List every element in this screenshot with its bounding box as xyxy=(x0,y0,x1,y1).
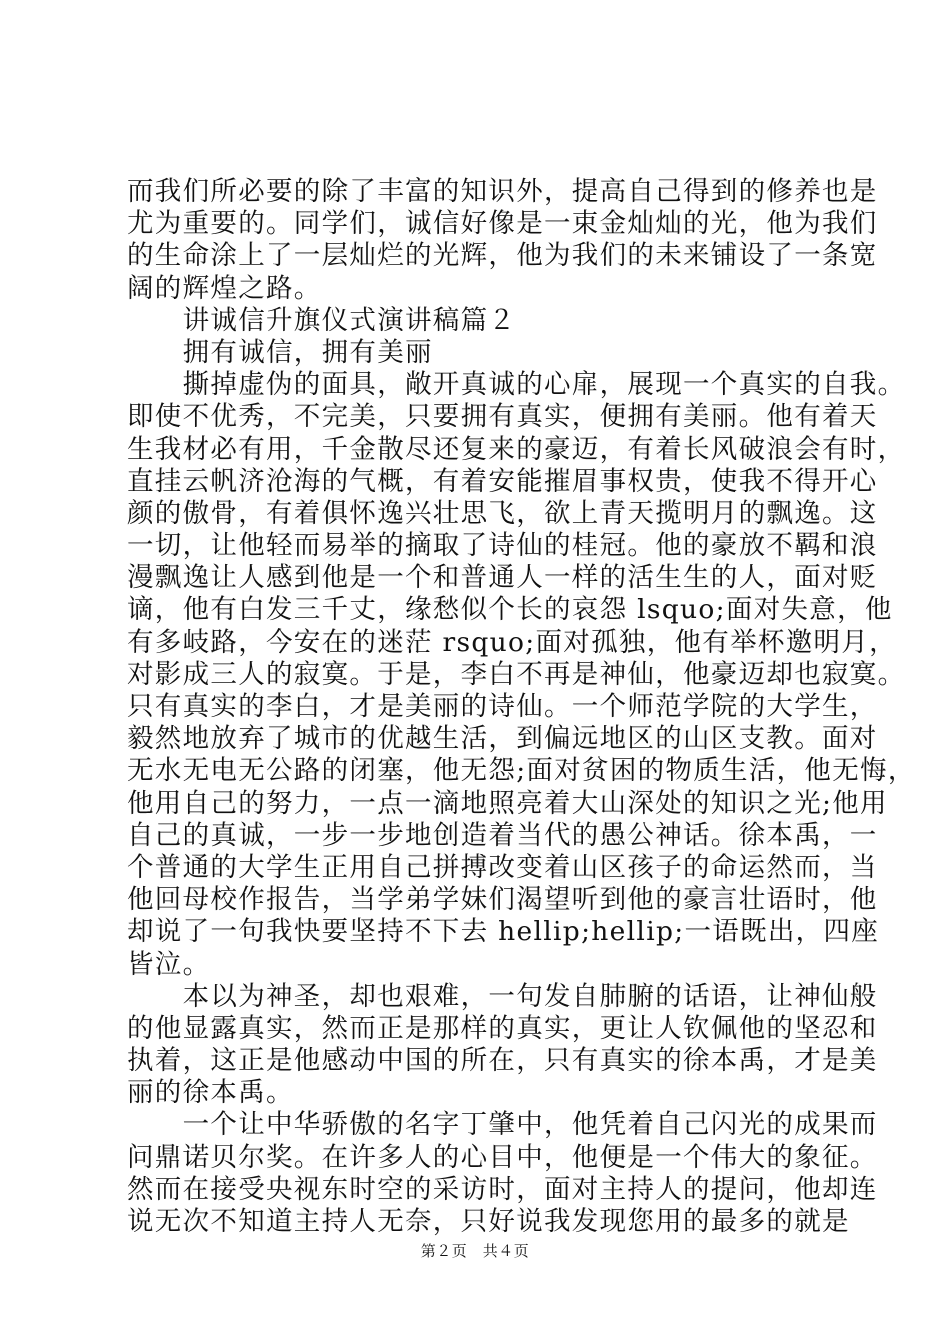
text-line: 谪，他有白发三千丈，缘愁似个长的哀怨 lsquo;面对失意，他 xyxy=(127,594,893,626)
text-line: 撕掉虚伪的面具，敞开真诚的心扉，展现一个真实的自我。 xyxy=(127,369,906,401)
text-line: 漫飘逸让人感到他是一个和普通人一样的活生生的人，面对贬 xyxy=(127,562,878,594)
text-line: 本以为神圣，却也艰难，一句发自肺腑的话语，让神仙般 xyxy=(127,980,878,1012)
page-number-footer: 第２页 共４页 xyxy=(420,1242,530,1260)
text-line: 阔的辉煌之路。 xyxy=(127,272,322,304)
body-text xyxy=(127,176,916,1238)
text-line: 直挂云帆济沧海的气概，有着安能摧眉事权贵，使我不得开心 xyxy=(127,465,878,497)
text-line: 自己的真诚，一步一步地创造着当代的愚公神话。徐本禹，一 xyxy=(127,819,878,851)
text-line: 执着，这正是他感动中国的所在，只有真实的徐本禹，才是美 xyxy=(127,1045,878,1077)
text-line: 说无次不知道主持人无奈，只好说我发现您用的最多的就是 xyxy=(127,1206,850,1237)
text-line: 而我们所必要的除了丰富的知识外，提高自己得到的修养也是 xyxy=(127,176,878,207)
section-heading: 讲诚信升旗仪式演讲稿篇２ xyxy=(127,304,517,336)
text-line: 的生命涂上了一层灿烂的光辉，他为我们的未来铺设了一条宽 xyxy=(127,240,878,272)
text-line: 的他显露真实，然而正是那样的真实，更让人钦佩他的坚忍和 xyxy=(127,1012,878,1044)
text-line: 他回母校作报告，当学弟学妹们渴望听到他的豪言壮语时，他 xyxy=(127,884,878,916)
text-line: 他用自己的努力，一点一滴地照亮着大山深处的知识之光;他用 xyxy=(127,787,888,819)
text-line: 个普通的大学生正用自己拼搏改变着山区孩子的命运然而，当 xyxy=(127,851,878,883)
text-line: 一切，让他轻而易举的摘取了诗仙的桂冠。他的豪放不羁和浪 xyxy=(127,530,878,562)
text-line: 无水无电无公路的闭塞，他无怨;面对贫困的物质生活，他无悔， xyxy=(127,755,916,787)
text-line: 丽的徐本禹。 xyxy=(127,1077,294,1109)
text-line: 问鼎诺贝尔奖。在许多人的心目中，他便是一个伟大的象征。 xyxy=(127,1141,878,1173)
text-line: 即使不优秀，不完美，只要拥有真实，便拥有美丽。他有着天 xyxy=(127,401,878,433)
article-title: 拥有诚信，拥有美丽 xyxy=(127,336,433,368)
text-line: 颜的傲骨，有着俱怀逸兴壮思飞，欲上青天揽明月的飘逸。这 xyxy=(127,497,878,529)
text-line: 毅然地放弃了城市的优越生活，到偏远地区的山区支教。面对 xyxy=(127,723,878,755)
text-line: 然而在接受央视东时空的采访时，面对主持人的提问，他却连 xyxy=(127,1173,878,1205)
text-line: 生我材必有用，千金散尽还复来的豪迈，有着长风破浪会有时， xyxy=(127,433,906,465)
text-line: 一个让中华骄傲的名字丁肇中，他凭着自己闪光的成果而 xyxy=(127,1109,878,1141)
text-line: 皆泣。 xyxy=(127,948,211,980)
text-line: 尤为重要的。同学们，诚信好像是一束金灿灿的光，他为我们 xyxy=(127,208,878,240)
text-line: 只有真实的李白，才是美丽的诗仙。一个师范学院的大学生， xyxy=(127,691,878,722)
text-line: 对影成三人的寂寞。于是，李白不再是神仙，他豪迈却也寂寞。 xyxy=(127,658,906,690)
text-line: 却说了一句我快要坚持不下去 hellip;hellip;一语既出，四座 xyxy=(127,916,880,948)
text-line: 有多岐路，今安在的迷茫 rsquo;面对孤独，他有举杯邀明月， xyxy=(127,626,897,658)
